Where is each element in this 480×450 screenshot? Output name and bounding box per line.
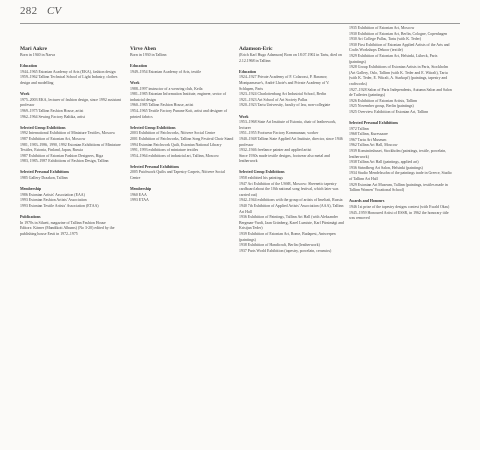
section-heading: Membership [130,187,152,192]
cv-section [349,199,455,221]
cv-entry: 1937 Paris World Exhibition (tapestry, porcelain, ceramics) [239,248,332,253]
cv-column-4 [349,26,455,222]
cv-entry: 1960–1985 Tallinn Fashion House, artist [130,103,194,108]
cv-entry: 1923–1924 Charlottenburg Art Industrial School, Berlin [239,92,327,97]
cv-entry: 1942–1944 exhibitions with the group of artists of Imeltati, Russia [239,198,343,203]
cv-entry: 1920–1923 Tartu University, faculty of law, non-collegiate [239,103,331,108]
cv-entry: 1975–2003 EKA, lecturer of fashion design, since 1992 assistant professor [20,97,121,108]
section-heading: Selected Personal Exhibitions [20,170,70,175]
artist-born: Born in 1930 in Tallinn [130,53,167,57]
cv-entry: 1924–1927 Private Academy of F. Colarossi, P. Baranov, Montparnasse's, André Lhote's and Private Academy of V. Schlapen, Paris [239,75,330,91]
cv-entry: 1951–1955 Footwear Factory Kommunaar, worker [239,131,319,136]
section-heading: Work [130,80,140,85]
section-heading: Selected Group Exhibitions [20,125,66,130]
cv-entry: 1992 International Exhibition of Miniature Textiles, Moscow [20,131,116,136]
cv-entry: 1934 Studio Mendelssohn of the paintings trade in Greece, Studio of Tallinn Art Hall [349,171,452,182]
section-heading: Awards and Honours [349,199,385,204]
cv-entry: 1925 November group, Berlin (paintings) [349,104,414,109]
cv-entry: 1944–1965 Estonian Academy of Arts (EKA), fashion design [20,69,116,74]
cv-entry: Since 1930s made textile designs, footwear also metal and leatherwork [239,153,330,164]
cv-entry: 1993 Estonian Textile Artists' Association (ETAA) [20,204,99,209]
cv-entry: 1932–1946 freelance painter and applied artist [239,148,312,153]
cv-entry: 1958 exhibited his paintings [239,176,283,181]
cv-entry: 1981, 1983–1986, 1990, 1992 Estonian Exhibitions of Miniature Textiles, Estonia, Finland, Japan, Russia [20,142,121,153]
cv-entry: 1954–1964 exhibitions of industrial art, Tallinn, Moscow [130,153,219,158]
cv-section [239,115,345,165]
cv-column-1 [20,46,126,238]
header-rule [20,23,460,24]
cv-entry: 1968 Tallinn, Kuressaare [349,132,388,137]
cv-entry: 1960 EAA [130,192,147,197]
cv-entry: 1936 Exhibition of Paintings, Tallinn Art Hall (with Aleksander Bergman-Vardi, Jaan Grünberg, Karel Lumiste, Karl Pärsimägi and Kristjan Teder) [239,215,344,231]
cv-entry: 1930 Art College Pallas, Tartu (with K. Teder) [349,37,422,42]
cv-section [20,187,126,209]
cv-entry: 1940–1948 Tallinn State Applied Art Institute, director, since 1946 professor [239,136,343,147]
cv-entry: 1993 Estonian Fashion Artists' Association [20,198,87,203]
cv-entry: 1939 Konstnärshuset, Stockholm (paintings, textile, porcelain, leatherwork) [349,149,447,159]
artist-name: Adamson-Eric [239,46,273,52]
cv-entry: 1929 Exhibition of Estonian Art, Helsinki, Lübeck, Paris (paintings) [349,53,438,64]
cv-entry: 1959–1962 Tallinn Technical School of Light Industry, clothes design and modelling [20,75,118,85]
cv-section [20,64,126,86]
cv-entry: 1993 ETAA [130,198,149,203]
cv-entry: 1946 1st prize of the tapestry designs contest (with Ewald Okas) [349,205,450,209]
cv-entry: 1938 Tallinn Art Hall (paintings, applied art) [349,160,419,165]
cv-column-2 [130,46,236,204]
cv-section [349,121,455,194]
cv-entry: 1926 Exhibition of Estonian Artists, Tallinn [349,98,417,103]
cv-entry: 1930 First Exhibition of Estonian Applied Artists of the Arts and Crafts Workshops Dekoor (textile) [349,42,450,53]
artist-born: Born in 1940 in Narva [20,53,56,57]
cv-column-3 [239,46,345,254]
cv-entry: 1987 Exhibition of Estonian Fashion Designers, Riga [20,153,104,158]
section-title: CV [47,5,62,17]
cv-entry: 2005 Patchwork Quilts and Tapestry Carpets, Niitvere Social Centre [130,170,225,181]
cv-entry: 1991, 1993 exhibitions of miniature textiles [130,148,199,153]
cv-entry: 1994 Estonian Patchwork Quilt, Estonian National Library [130,142,222,147]
cv-entry: 1953–1968 State Art Institute of Estonia, chair of leatherwork, lecturer [239,120,337,130]
cv-section [239,70,345,109]
section-heading: Selected Personal Exhibitions [130,164,180,169]
cv-entry: 1962 Tallinn Art Hall, Moscow [349,143,398,148]
cv-section [239,170,345,254]
section-heading: Education [20,64,38,69]
cv-entry: 1929 Estonian Art Museum, Tallinn (paintings, textiles made in Tallinn Women' Vocational School) [349,182,448,193]
cv-section [130,64,236,75]
cv-entry: 2001 Exhibition of Patchworks, Tallinn Song Festival Choir Stand [130,136,234,141]
cv-entry: 1935 Exhibition of Estonian Art, Moscow [349,26,415,30]
cv-entry: 1921–1923 Art School of Art Society Pallas [239,97,308,102]
cv-entry: Editors: Kärner (Mandikott Albums) (No 3-20) edited by the publishing house Eesti in 1972–1975 [20,226,115,236]
cv-entry: 1949–1954 Estonian Academy of Arts, textile [130,69,202,74]
cv-entry: 1930 Exhibition of Estonian Art, Berlin, Cologne, Copenhagen [349,31,448,36]
section-heading: Education [239,69,257,74]
section-heading: Work [20,92,30,97]
cv-section [20,126,126,165]
page-number: 282 [20,5,38,17]
artist-name: Virve Aben [130,46,157,52]
cv-section [349,26,455,116]
cv-entry: In 1970s in Siluett, magazine of Tallinn Fashion House [20,220,106,225]
cv-entry: 1947 Art Exhibition of the USSR, Moscow: Sheenetic tapestry cardboard about the 10th national song festival, which later was carried out) [239,181,339,197]
section-heading: Selected Personal Exhibitions [349,121,399,126]
cv-section [130,81,236,120]
cv-entry: 1939 Exhibition of Estonian Art, Rome, Budapest, Antwerpen (paintings) [239,232,336,242]
section-heading: Publications [20,215,41,220]
cv-entry: 1938 Exhibition of Handicraft, Berlin (leatherwork) [239,243,320,248]
cv-section [130,126,236,160]
cv-section [130,187,236,204]
cv-section [20,92,126,120]
cv-entry: 1925 Overview Exhibition of Estonian Art, Tallinn [349,109,429,114]
cv-entry: 1927–1928 Salon of Paris Independents, Autumn Salon and Salon de Tuileries (paintings) [349,87,452,98]
section-heading: Work [239,114,249,119]
section-heading: Selected Group Exhibitions [239,170,285,175]
cv-entry: 1981–1985 Estonian Information Institute, engineer, sector of industrial design [130,92,227,102]
cv-entry: 1936 Strindberg Art Salon, Helsinki (paintings) [349,165,423,170]
artist-name: Mari Aakre [20,46,47,52]
cv-entry: 1954–1965 Textile Factory Punane Koit, artist and designer of printed fabrics [130,108,228,119]
artist-born: (Erich Karl Hugo Adamson) Born on 18.07.1902 in Tartu, died on 2.12.1968 in Tallinn [239,53,342,63]
cv-entry: 1928 Group Exhibitions of Estonian Artists in Paris, Stockholm (Art Gallery, Oslo, Tallinn (with K. Teder and E. Wiiralt), Tartu (with K. Teder, E. Wiiralt, A. Starkopf) (paintings, tapestry and craftworks) [349,65,449,86]
cv-section [130,165,236,182]
cv-entry: 1986 Estonian Artists' Association (EAA) [20,192,85,197]
cv-section [20,215,126,237]
cv-section [20,170,126,181]
section-heading: Selected Group Exhibitions [130,125,176,130]
cv-entry: 1988–1997 instructor of a weaving club, Keila [130,86,203,91]
cv-entry: 2003 Exhibition of Patchworks, Niitvere Social Centre [130,131,216,136]
cv-entry: 1983, 1985–1987 Exhibitions of Fashion Design, Tallinn [20,159,109,164]
cv-entry: 1969–1975 Tallinn Fashion House, artist [20,108,84,113]
cv-entry: 1972 Tallinn [349,126,369,131]
cv-entry: 1962–1964 Sewing Factory Baltika, artist [20,114,85,119]
cv-entry: 1987 Exhibition of Estonian Art, Moscow [20,136,86,141]
cv-entry: 1940 7th Exhibition of Applied Artists' Association (AAA), Tallinn Art Hall [239,204,344,214]
cv-entry: 1945–1959 Honoured Artist of ESSR, in 1962 the honorary title was removed [349,210,449,221]
cv-entry: 1967 Tartu Art Museum [349,137,387,142]
section-heading: Membership [20,187,42,192]
cv-entry: 1985 Gallery Draakon, Tallinn [20,176,68,181]
section-heading: Education [130,64,148,69]
